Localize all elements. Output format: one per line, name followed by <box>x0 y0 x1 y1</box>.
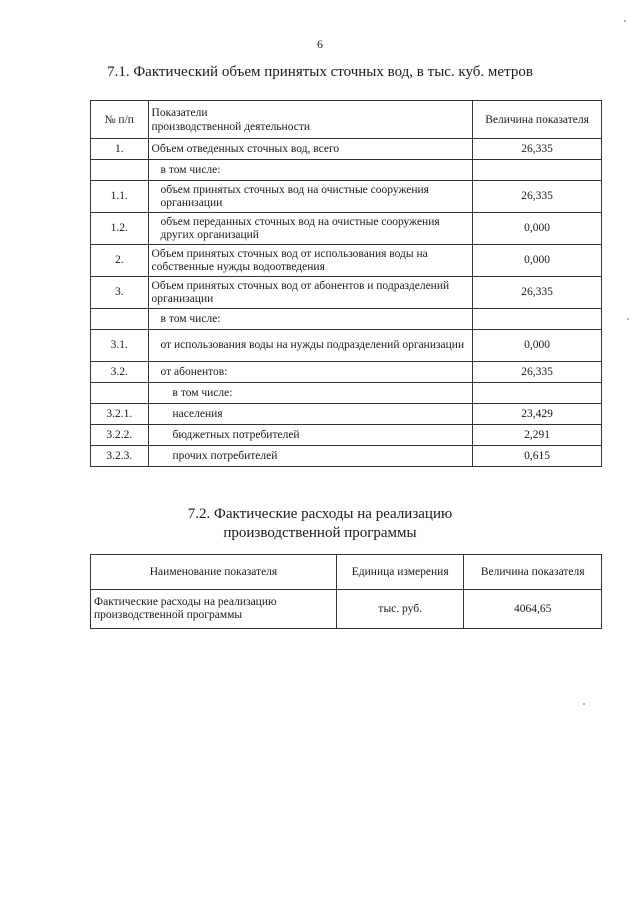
row-num: 2. <box>91 245 149 277</box>
wastewater-volume-table <box>90 100 602 467</box>
table-row <box>91 139 602 160</box>
row-value: 0,000 <box>473 213 602 245</box>
row-label: в том числе: <box>148 309 473 330</box>
table-row <box>91 330 602 362</box>
row-num: 3.2.2. <box>91 425 149 446</box>
row-value <box>473 309 602 330</box>
scan-speck <box>627 318 629 320</box>
row-label: прочих потребителей <box>148 446 473 467</box>
section-7-2-title-line2: производственной программы <box>223 525 417 541</box>
row-value <box>473 160 602 181</box>
table-row <box>91 425 602 446</box>
section-7-2-title <box>0 505 640 543</box>
row-value: 4064,65 <box>464 590 602 629</box>
header-value: Величина показателя <box>473 101 602 139</box>
row-label: в том числе: <box>148 160 473 181</box>
row-value: 0,615 <box>473 446 602 467</box>
row-num: 3.2.1. <box>91 404 149 425</box>
row-value: 23,429 <box>473 404 602 425</box>
table-row <box>91 160 602 181</box>
row-num: 1.1. <box>91 181 149 213</box>
row-label: от абонентов: <box>148 362 473 383</box>
table-row <box>91 383 602 404</box>
row-label: бюджетных потребителей <box>148 425 473 446</box>
header-name: Наименование показателя <box>91 555 337 590</box>
table-row <box>91 404 602 425</box>
row-value <box>473 383 602 404</box>
row-num <box>91 383 149 404</box>
table-row <box>91 245 602 277</box>
row-num: 3.2. <box>91 362 149 383</box>
row-value: 0,000 <box>473 330 602 362</box>
expenses-table <box>90 554 602 629</box>
row-label: от использования воды на нужды подразделений организации <box>148 330 473 362</box>
table-row <box>91 590 602 629</box>
row-label: Объем принятых сточных вод от абонентов и подразделений организации <box>148 277 473 309</box>
section-7-1-title: 7.1. Фактический объем принятых сточных вод, в тыс. куб. метров <box>107 64 533 80</box>
table-row <box>91 277 602 309</box>
table-header-row <box>91 555 602 590</box>
row-label: в том числе: <box>148 383 473 404</box>
header-value: Величина показателя <box>464 555 602 590</box>
row-value: 0,000 <box>473 245 602 277</box>
row-name: Фактические расходы на реализацию производственной программы <box>91 590 337 629</box>
header-indicator-line1: Показатели <box>151 106 208 119</box>
row-value: 2,291 <box>473 425 602 446</box>
page-number: 6 <box>317 37 323 51</box>
row-value: 26,335 <box>473 362 602 383</box>
table-row <box>91 362 602 383</box>
row-num <box>91 309 149 330</box>
row-unit: тыс. руб. <box>336 590 463 629</box>
row-num: 1.2. <box>91 213 149 245</box>
scan-speck <box>624 20 626 22</box>
header-indicator-line2: производственной деятельности <box>151 120 311 133</box>
row-label: Объем принятых сточных вод от использования воды на собственные нужды водоотведения <box>148 245 473 277</box>
table-row <box>91 213 602 245</box>
row-num <box>91 160 149 181</box>
row-value: 26,335 <box>473 139 602 160</box>
row-label: Объем отведенных сточных вод, всего <box>148 139 473 160</box>
row-value: 26,335 <box>473 181 602 213</box>
section-7-2-title-line1: 7.2. Фактические расходы на реализацию <box>187 506 453 522</box>
header-num: № п/п <box>91 101 149 139</box>
header-indicator <box>148 101 473 139</box>
row-label: населения <box>148 404 473 425</box>
table-row <box>91 181 602 213</box>
header-unit: Единица измерения <box>336 555 463 590</box>
row-value: 26,335 <box>473 277 602 309</box>
table-row <box>91 309 602 330</box>
row-num: 3.1. <box>91 330 149 362</box>
row-label: объем переданных сточных вод на очистные сооружения других организаций <box>148 213 473 245</box>
row-num: 3.2.3. <box>91 446 149 467</box>
row-label: объем принятых сточных вод на очистные сооружения организации <box>148 181 473 213</box>
row-num: 1. <box>91 139 149 160</box>
table-row <box>91 446 602 467</box>
row-num: 3. <box>91 277 149 309</box>
table-header-row <box>91 101 602 139</box>
scan-speck <box>583 703 585 705</box>
